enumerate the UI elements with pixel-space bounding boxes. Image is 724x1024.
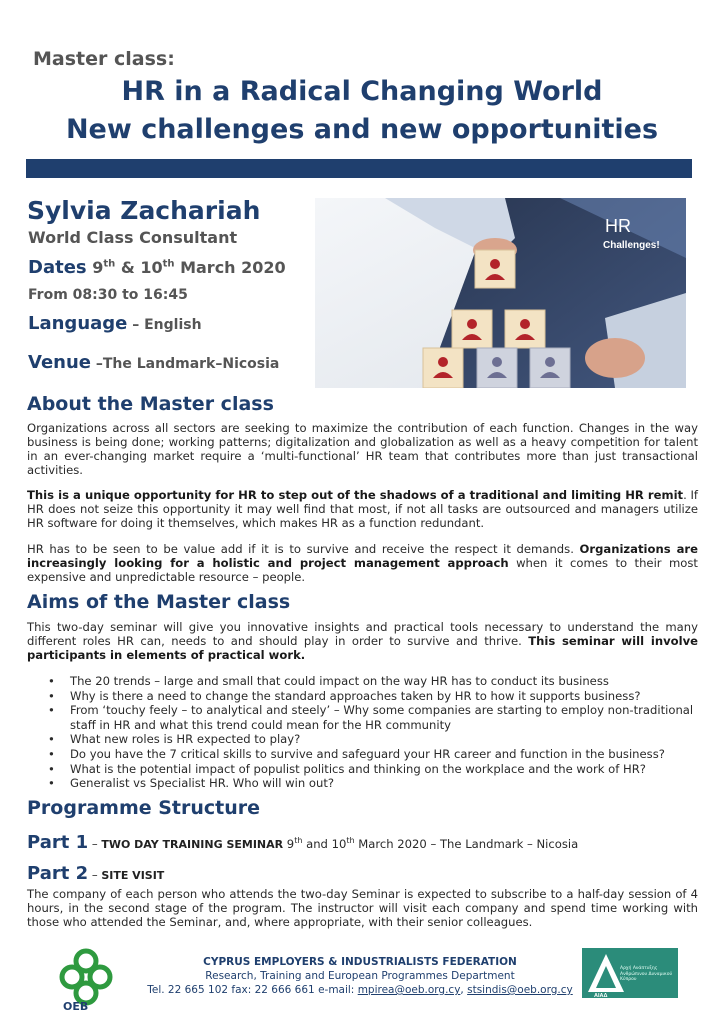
aims-paragraph: This two-day seminar will give you innovative insights and practical tools necessary to understand the many different roles HR can, needs to and should play in order to survive and thrive. This seminar will involve participants in elements of practical work. bbox=[27, 620, 698, 662]
hr-blocks-illustration bbox=[315, 198, 686, 388]
programme-part-1: Part 1 – TWO DAY TRAINING SEMINAR 9th and 10th March 2020 – The Landmark – Nicosia bbox=[27, 832, 579, 853]
about-heading: About the Master class bbox=[27, 393, 274, 415]
dates-line: Dates 9th & 10th March 2020 bbox=[28, 257, 286, 278]
list-item: • Do you have the 7 critical skills to survive and safeguard your HR career and function in the business? bbox=[48, 747, 698, 762]
email-link-1[interactable]: mpirea@oeb.org.cy bbox=[357, 984, 461, 996]
footer-contact-line: Tel. 22 665 102 fax: 22 666 661 e-mail: mpirea@oeb.org.cy, stsindis@oeb.org.cy bbox=[147, 984, 573, 996]
block-mid-right bbox=[505, 310, 545, 348]
about-paragraph-2: This is a unique opportunity for HR to step out of the shadows of a traditional and limiting HR remit. If HR does not seize this opportunity it may well find that most, if not all tasks are outsourced and managers utilize HR software for doing it themselves, which makes HR as a function redundant. bbox=[27, 488, 699, 530]
page-title-line2: New challenges and new opportunities bbox=[65, 114, 659, 145]
part-2-description: The company of each person who attends the two-day Seminar is expected to subscribe to a half-day session of 4 hours, in the second stage of the program. The instructor will visit each company and spend time working with those who attended the Seminar, and, where appropriate, with their senior colleagues. bbox=[27, 887, 698, 929]
hr-challenges-photo bbox=[315, 198, 686, 388]
speaker-name: Sylvia Zachariah bbox=[27, 196, 261, 225]
oeb-logo-icon bbox=[57, 948, 115, 1006]
footer-org: CYPRUS EMPLOYERS & INDUSTRIALISTS FEDERATION bbox=[203, 956, 517, 968]
list-item: • Generalist vs Specialist HR. Who will win out? bbox=[48, 776, 698, 791]
aims-heading: Aims of the Master class bbox=[27, 591, 291, 613]
speaker-role: World Class Consultant bbox=[28, 228, 238, 247]
email-link-2[interactable]: stsindis@oeb.org.cy bbox=[467, 984, 573, 996]
header-rule bbox=[26, 159, 692, 178]
programme-heading: Programme Structure bbox=[27, 797, 261, 819]
list-item: • Why is there a need to change the standard approaches taken by HR to how it supports business? bbox=[48, 689, 698, 704]
block-bottom-right bbox=[530, 348, 570, 388]
block-mid-left bbox=[452, 310, 492, 348]
list-item: • What is the potential impact of populist politics and thinking on the workplace and the work of HR? bbox=[48, 762, 698, 777]
photo-overlay-hr: HR bbox=[605, 216, 631, 236]
oeb-logo-text: OEB bbox=[63, 1000, 89, 1013]
programme-part-2: Part 2 – SITE VISIT bbox=[27, 863, 165, 884]
footer-contact bbox=[140, 955, 580, 997]
footer-department: Research, Training and European Programmes Department bbox=[205, 970, 515, 982]
venue-label: Venue bbox=[28, 352, 91, 373]
block-bottom-left bbox=[423, 348, 463, 388]
partner-abbr: ΑΙΑΔ bbox=[594, 993, 608, 998]
language-label: Language bbox=[28, 313, 128, 334]
list-item: • From ‘touchy feely – to analytical and steely’ – Why some companies are starting to employ non-traditional staff in HR and what this trend could mean for the HR community bbox=[48, 703, 698, 732]
about-paragraph-3: HR has to be seen to be value add if it is to survive and receive the respect it demands. Organizations are increasingly looking for a holistic and project management approach when it comes to their most expensive and unpredictable resource – people. bbox=[27, 542, 698, 584]
photo-overlay-challenges: Challenges! bbox=[603, 240, 660, 251]
aims-bullet-list bbox=[48, 674, 698, 791]
list-item: • What new roles is HR expected to play? bbox=[48, 732, 698, 747]
block-bottom-mid bbox=[477, 348, 517, 388]
hours-line: From 08:30 to 16:45 bbox=[28, 287, 188, 303]
language-line: Language – English bbox=[28, 313, 202, 334]
about-paragraph-1: Organizations across all sectors are seeking to maximize the contribution of each function. Changes in the way business is being done; working patterns; digitalization and globalization as well as a heavy competition for talent in an ever-changing market require a ‘multi-functional’ HR team that contributes more than just transactional activities. bbox=[27, 421, 698, 477]
dates-label: Dates bbox=[28, 257, 87, 278]
block-top bbox=[475, 250, 515, 288]
partner-logo-text: Αρχή Ανάπτυξης Ανθρώπινου Δυναμικού Κύπρου bbox=[620, 966, 673, 982]
list-item: • The 20 trends – large and small that could impact on the way HR has to conduct its business bbox=[48, 674, 698, 689]
kicker: Master class: bbox=[33, 48, 175, 70]
venue-line: Venue –The Landmark–Nicosia bbox=[28, 352, 280, 373]
page-title-line1: HR in a Radical Changing World bbox=[121, 76, 603, 107]
